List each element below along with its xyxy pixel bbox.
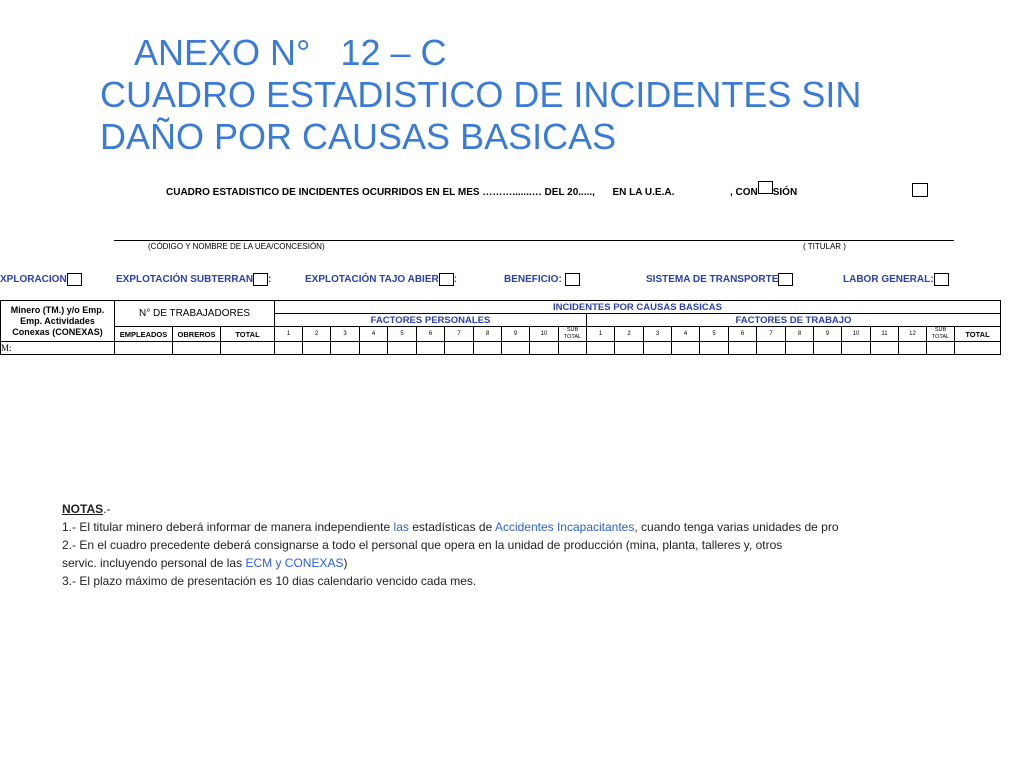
ft-col-3: 3 bbox=[644, 327, 672, 342]
total-cell[interactable] bbox=[221, 342, 275, 355]
ft-col-10: 10 bbox=[842, 327, 871, 342]
tajo-abierto-checkbox[interactable] bbox=[439, 273, 454, 286]
category-tajo-abierto: EXPLOTACIÓN TAJO ABIER : bbox=[305, 274, 458, 286]
category-exploracion: XPLORACION bbox=[0, 273, 82, 286]
note-2: 2.- En el cuadro precedente deberá consignarse a todo el personal que opera en la unidad de producción (mina, planta, talleres y, otros bbox=[62, 538, 783, 552]
ft-col-2: 2 bbox=[615, 327, 644, 342]
obreros-header: OBREROS bbox=[173, 327, 221, 342]
fp-col-6: 6 bbox=[417, 327, 445, 342]
factores-personales-header: FACTORES PERSONALES bbox=[275, 314, 587, 327]
incidentes-header: INCIDENTES POR CAUSAS BASICAS bbox=[275, 301, 1001, 314]
data-cell[interactable] bbox=[445, 342, 474, 355]
minero-header: Minero (TM.) y/o Emp. Emp. Actividades Conexas (CONEXAS) bbox=[1, 301, 115, 342]
data-cell[interactable] bbox=[842, 342, 871, 355]
fp-col-8: 8 bbox=[474, 327, 502, 342]
ft-col-9: 9 bbox=[814, 327, 842, 342]
incidents-table bbox=[0, 300, 1001, 355]
data-cell[interactable] bbox=[587, 342, 615, 355]
category-subterranea: EXPLOTACIÓN SUBTERRAN : bbox=[116, 274, 272, 286]
fp-col-5: 5 bbox=[388, 327, 417, 342]
tm-row-label: M: bbox=[1, 342, 115, 355]
fp-col-10: 10 bbox=[530, 327, 559, 342]
beneficio-checkbox[interactable] bbox=[565, 273, 580, 286]
total-header: TOTAL bbox=[221, 327, 275, 342]
header-text-con: , CON bbox=[729, 187, 758, 199]
data-cell[interactable] bbox=[615, 342, 644, 355]
data-cell[interactable] bbox=[814, 342, 842, 355]
ft-col-7: 7 bbox=[757, 327, 786, 342]
notes-section bbox=[62, 500, 839, 590]
data-cell[interactable] bbox=[360, 342, 388, 355]
data-cell[interactable] bbox=[417, 342, 445, 355]
data-cell[interactable] bbox=[474, 342, 502, 355]
data-cell[interactable] bbox=[955, 342, 1001, 355]
ft-col-12: 12 bbox=[899, 327, 927, 342]
data-cell[interactable] bbox=[388, 342, 417, 355]
data-cell[interactable] bbox=[559, 342, 587, 355]
fp-col-9: 9 bbox=[502, 327, 530, 342]
data-cell[interactable] bbox=[530, 342, 559, 355]
note-link-accidentes: Accidentes Incapacitantes bbox=[494, 520, 635, 534]
fp-col-2: 2 bbox=[303, 327, 331, 342]
data-cell[interactable] bbox=[502, 342, 530, 355]
ft-col-6: 6 bbox=[729, 327, 757, 342]
obreros-cell[interactable] bbox=[173, 342, 221, 355]
data-cell[interactable] bbox=[672, 342, 700, 355]
data-cell[interactable] bbox=[275, 342, 303, 355]
empleados-cell[interactable] bbox=[115, 342, 173, 355]
exploracion-checkbox[interactable] bbox=[67, 273, 82, 286]
data-cell[interactable] bbox=[871, 342, 899, 355]
category-beneficio: BENEFICIO: bbox=[504, 273, 580, 286]
fp-col-3: 3 bbox=[331, 327, 360, 342]
note-3: 3.- El plazo máximo de presentación es 10 dias calendario vencido cada mes. bbox=[62, 574, 477, 588]
data-cell[interactable] bbox=[303, 342, 331, 355]
ft-subtotal-header: SUB TOTAL bbox=[927, 327, 955, 342]
note-2-continued: servic. incluyendo personal de las ECM y CONEXAS) bbox=[62, 556, 348, 570]
fp-col-7: 7 bbox=[445, 327, 474, 342]
note-link-ecm: ECM y CONEXAS bbox=[245, 556, 344, 570]
concesion-checkbox[interactable] bbox=[758, 181, 773, 194]
grand-total-header: TOTAL bbox=[955, 327, 1001, 342]
data-cell[interactable] bbox=[700, 342, 729, 355]
trabajadores-header: N° DE TRABAJADORES bbox=[115, 301, 275, 327]
note-link-las: las bbox=[393, 520, 409, 534]
notes-heading: NOTAS.- bbox=[62, 502, 111, 516]
labor-general-checkbox[interactable] bbox=[934, 273, 949, 286]
data-cell[interactable] bbox=[927, 342, 955, 355]
ft-col-11: 11 bbox=[871, 327, 899, 342]
annex-number: ANEXO N° 12 – C bbox=[134, 32, 447, 73]
data-cell[interactable] bbox=[729, 342, 757, 355]
header-underline bbox=[114, 240, 954, 241]
uea-subtitle: (CÓDIGO Y NOMBRE DE LA UEA/CONCESIÓN) bbox=[148, 242, 325, 251]
title-line-1: CUADRO ESTADISTICO DE INCIDENTES SIN bbox=[100, 74, 862, 115]
fp-subtotal-header: SUB TOTAL bbox=[559, 327, 587, 342]
data-cell[interactable] bbox=[331, 342, 360, 355]
category-transporte: SISTEMA DE TRANSPORTE bbox=[646, 273, 793, 286]
note-1: 1.- El titular minero deberá informar de manera independiente las estadísticas de Accidentes Incapacitantes, cuando tenga varias unidades de pro bbox=[62, 520, 839, 534]
header-text-uea: EN LA U.E.A. bbox=[612, 187, 675, 199]
data-cell[interactable] bbox=[644, 342, 672, 355]
header-text-sion: SIÓN bbox=[772, 187, 798, 199]
factores-trabajo-header: FACTORES DE TRABAJO bbox=[587, 314, 1001, 327]
ft-col-4: 4 bbox=[672, 327, 700, 342]
subterranea-checkbox[interactable] bbox=[253, 273, 268, 286]
ft-col-5: 5 bbox=[700, 327, 729, 342]
form-header bbox=[166, 186, 797, 199]
data-cell[interactable] bbox=[899, 342, 927, 355]
category-labor-general: LABOR GENERAL: bbox=[843, 273, 949, 286]
header-text-month: CUADRO ESTADISTICO DE INCIDENTES OCURRIDOS EN EL MES ……….......… DEL 20....., bbox=[166, 187, 595, 199]
titular-subtitle: ( TITULAR ) bbox=[803, 242, 846, 251]
empleados-header: EMPLEADOS bbox=[115, 327, 173, 342]
fp-col-1: 1 bbox=[275, 327, 303, 342]
data-cell[interactable] bbox=[757, 342, 786, 355]
ft-col-8: 8 bbox=[786, 327, 814, 342]
title-block bbox=[100, 32, 861, 158]
ft-col-1: 1 bbox=[587, 327, 615, 342]
fp-col-4: 4 bbox=[360, 327, 388, 342]
data-cell[interactable] bbox=[786, 342, 814, 355]
title-line-2: DAÑO POR CAUSAS BASICAS bbox=[100, 116, 617, 157]
titular-checkbox[interactable] bbox=[912, 183, 928, 197]
transporte-checkbox[interactable] bbox=[778, 273, 793, 286]
